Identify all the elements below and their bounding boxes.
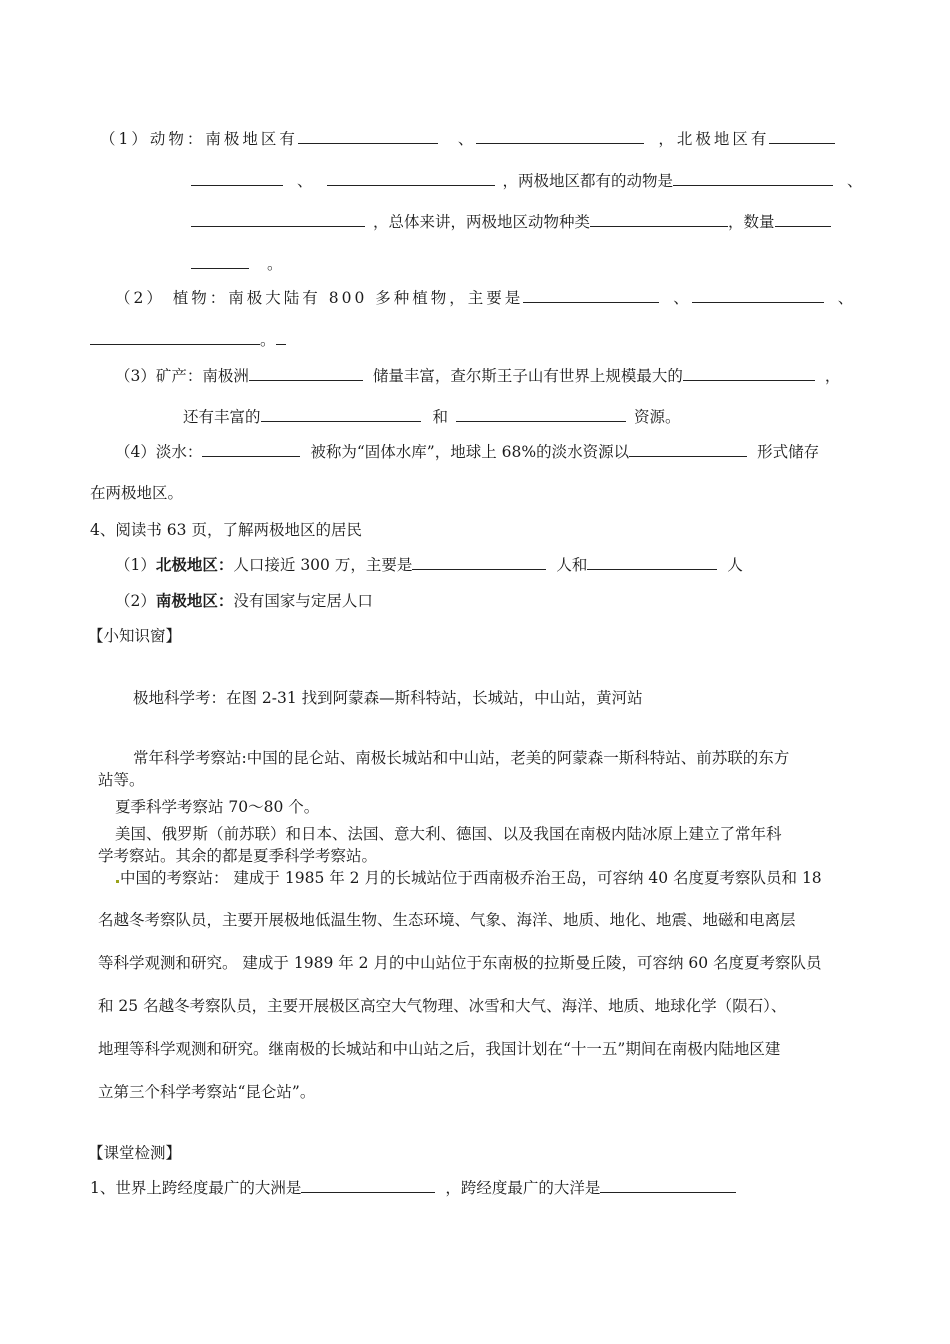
test-question-1 — [90, 1178, 736, 1198]
minerals-also-label: 还有丰富的 — [183, 408, 261, 426]
blank-mineral-3[interactable] — [261, 407, 421, 422]
test-heading: 【课堂检测】 — [88, 1144, 182, 1162]
blank-plant-1[interactable] — [523, 288, 659, 303]
blank-both-animal-2[interactable] — [191, 212, 365, 227]
blank-water-1[interactable] — [202, 442, 300, 457]
blank-plant-3[interactable] — [90, 330, 260, 345]
q1-part-a: 1、世界上跨经度最广的大洲是 — [90, 1179, 302, 1197]
animals-north-label: ，北极地区有 — [658, 130, 770, 148]
blank-south-animal-2[interactable] — [476, 129, 644, 144]
animals-line-4: 。 — [191, 254, 283, 274]
blank-species[interactable] — [590, 212, 728, 227]
animals-line-1: （1）动物：南极地区有 、 ，北极地区有 — [100, 129, 835, 149]
water-intro: （4）淡水： — [115, 443, 203, 461]
blank-resident-1[interactable] — [412, 555, 546, 570]
knowledge-permanent-1: 常年科学考察站:中国的昆仑站、南极长城站和中山站，老美的阿蒙森一斯科特站、前苏联的东方 — [133, 749, 790, 767]
blank-both-animal-1[interactable] — [673, 171, 833, 186]
water-called-label: 被称为“固体水库”，地球上 68%的淡水资源以 — [310, 443, 630, 461]
residents-north: （1）北极地区：人口接近 300 万，主要是 人和 人 — [115, 555, 743, 574]
blank-quantity-b[interactable] — [191, 254, 249, 269]
blank-quantity-a[interactable] — [775, 212, 831, 227]
animals-general-label: ，总体来讲，两极地区动物种类 — [373, 213, 591, 231]
blank-north-animal-1a[interactable] — [769, 129, 835, 144]
knowledge-china-1: 中国的考察站： 建成于 1985 年 2 月的长城站位于西南极乔治王岛，可容纳 40 名度夏考察队员和 18 — [115, 868, 822, 888]
knowledge-china-5: 地理等科学观测和研究。继南极的长城站和中山站之后，我国计划在“十一五”期间在南极内陆地区建 — [98, 1040, 781, 1058]
minerals-line-1: （3）矿产：南极洲 储量丰富，查尔斯王子山有世界上规模最大的 ， — [115, 367, 841, 385]
knowledge-permanent-2: 站等。 — [98, 771, 145, 789]
plants-line-1: （2） 植物：南极大陆有 800 多种植物，主要是 、 、 — [115, 289, 857, 307]
knowledge-expedition: 极地科学考：在图 2-31 找到阿蒙森—斯科特站，长城站，中山站，黄河站 — [133, 689, 643, 707]
blank-plant-2[interactable] — [692, 288, 824, 303]
blank-north-animal-2[interactable] — [327, 171, 495, 186]
residents-title: 4、阅读书 63 页，了解两极地区的居民 — [90, 521, 362, 539]
blank-q1-continent[interactable] — [301, 1178, 435, 1193]
animals-line-2: 、 ，两极地区都有的动物是 、 — [191, 171, 863, 191]
blank-mineral-4[interactable] — [456, 407, 626, 422]
knowledge-china-6: 立第三个科学考察站“昆仑站”。 — [98, 1083, 316, 1101]
minerals-rich-label: 储量丰富，查尔斯王子山有世界上规模最大的 — [372, 367, 683, 385]
water-line-1: （4）淡水： 被称为“固体水库”，地球上 68%的淡水资源以 形式储存 — [115, 443, 820, 461]
q1-part-b: ，跨经度最广的大洋是 — [445, 1179, 601, 1197]
blank-resident-2[interactable] — [587, 555, 717, 570]
plants-intro: （2） 植物：南极大陆有 800 多种植物，主要是 — [115, 289, 524, 307]
north-label: 北极地区： — [155, 555, 234, 574]
knowledge-china-3: 等科学观测和研究。 建成于 1989 年 2 月的中山站位于东南极的拉斯曼丘陵，可容纳 60 名度夏考察队员 — [98, 954, 822, 972]
animals-intro: （1）动物：南极地区有 — [100, 130, 298, 148]
water-line-2: 在两极地区。 — [90, 484, 184, 502]
plants-line-2: 。 — [90, 330, 286, 350]
marker-dot — [116, 880, 119, 883]
south-label: 南极地区： — [155, 591, 234, 610]
knowledge-summer: 夏季科学考察站 70～80 个。 — [115, 798, 320, 816]
knowledge-china-2: 名越冬考察队员，主要开展极地低温生物、生态环境、气象、海洋、地质、地化、地震、地磁和电离层 — [98, 911, 796, 929]
knowledge-countries-1: 美国、俄罗斯（前苏联）和日本、法国、意大利、德国、以及我国在南极内陆冰原上建立了常年科 — [115, 825, 782, 843]
residents-south: （2）南极地区：没有国家与定居人口 — [115, 591, 373, 610]
minerals-intro: （3）矿产：南极洲 — [115, 367, 249, 385]
blank-water-2[interactable] — [629, 442, 747, 457]
knowledge-china-4: 和 25 名越冬考察队员，主要开展极区高空大气物理、冰雪和大气、海洋、地质、地球化学（陨石）、 — [98, 997, 787, 1015]
animals-line-3 — [191, 212, 831, 232]
blank-south-animal-1[interactable] — [298, 129, 438, 144]
knowledge-heading: 【小知识窗】 — [88, 627, 182, 645]
animals-quantity-label: ，数量 — [728, 213, 775, 231]
blank-q1-ocean[interactable] — [600, 1178, 736, 1193]
blank-north-animal-1b[interactable] — [191, 171, 283, 186]
animals-both-label: ，两极地区都有的动物是 — [502, 172, 674, 190]
blank-mineral-2[interactable] — [683, 366, 815, 381]
knowledge-countries-2: 学考察站。其余的都是夏季科学考察站。 — [98, 847, 378, 865]
blank-mineral-1[interactable] — [249, 366, 363, 381]
minerals-line-2: 还有丰富的 和 资源。 — [183, 408, 681, 426]
